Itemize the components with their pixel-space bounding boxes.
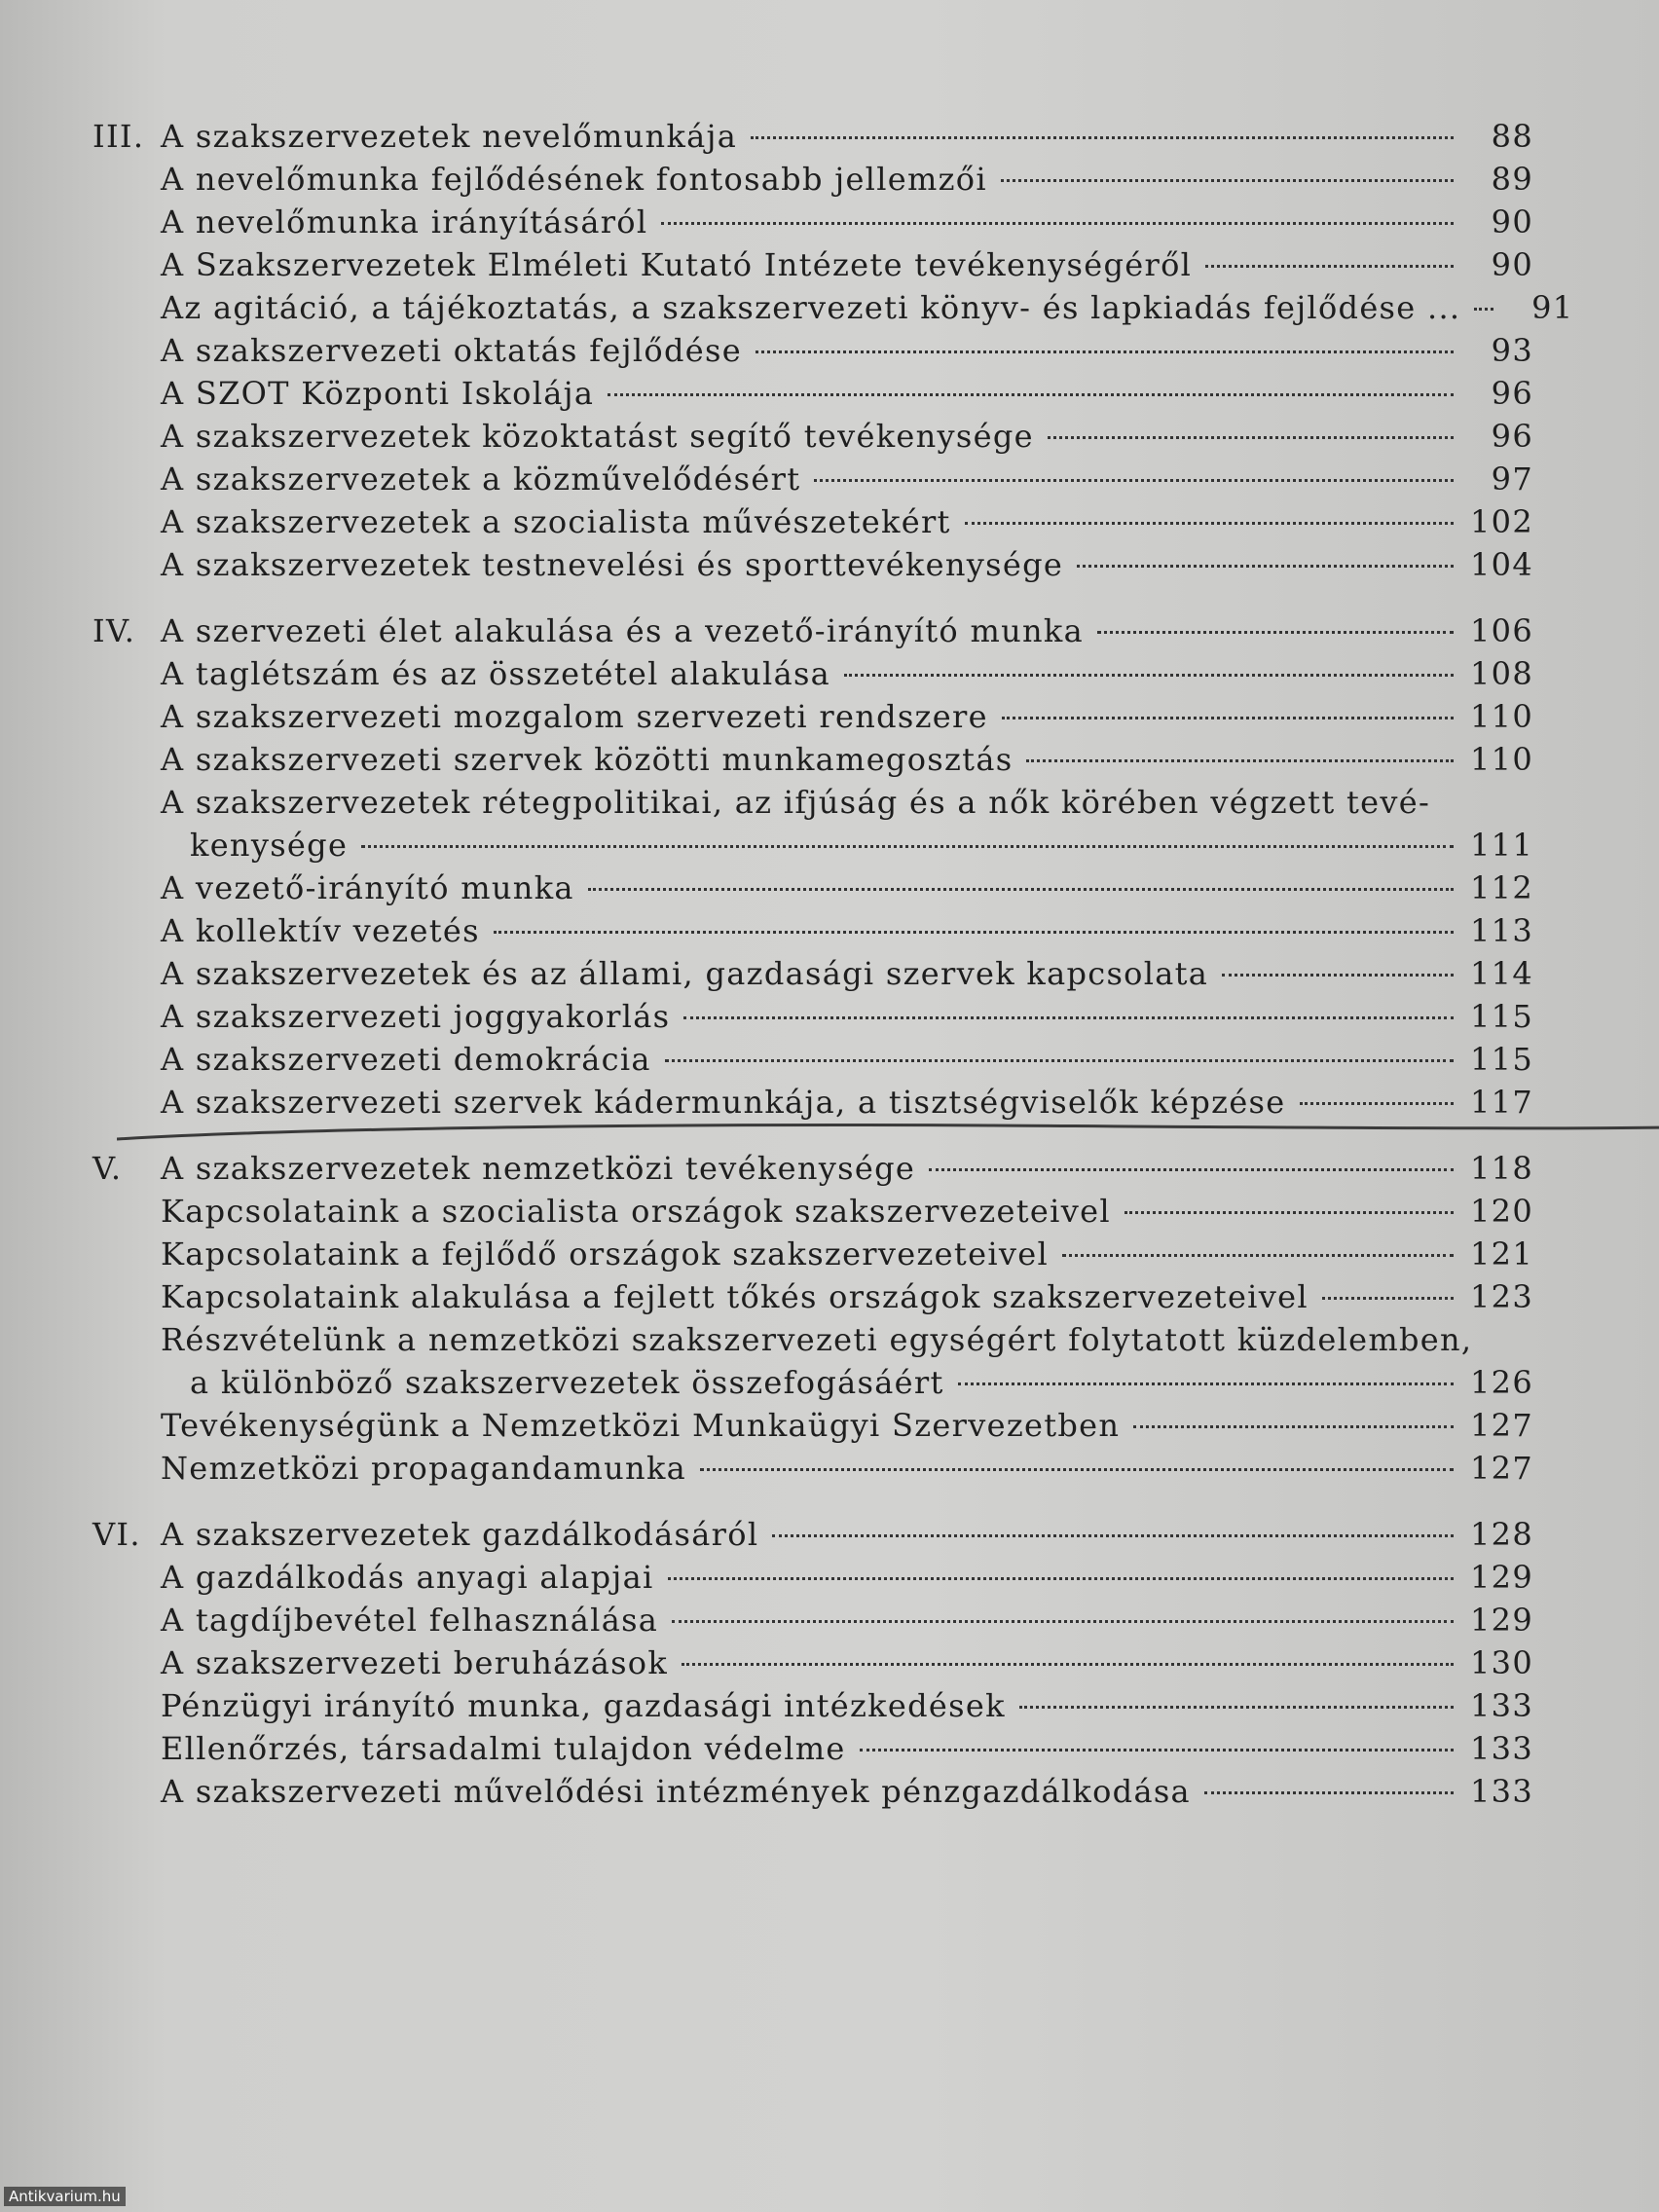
entry-text: A szakszervezetek testnevelési és sporttevékenysége (161, 546, 1064, 583)
dot-leader (860, 1749, 1454, 1751)
toc-entry (92, 738, 1533, 781)
toc-entry (92, 1190, 1533, 1233)
toc-entry (92, 158, 1533, 201)
dot-leader (665, 1059, 1454, 1062)
toc-entry (92, 1038, 1533, 1081)
dot-leader (844, 674, 1454, 677)
dot-leader (1474, 308, 1493, 311)
page-number: 120 (1470, 1193, 1533, 1230)
page-number: 129 (1470, 1559, 1533, 1596)
toc-section (92, 609, 1533, 1124)
dot-leader (668, 1577, 1454, 1580)
section-title: A szervezeti élet alakulása és a vezető-irányító munka (161, 612, 1084, 649)
page-number: 121 (1470, 1235, 1533, 1272)
dot-leader (751, 136, 1454, 139)
toc-entry (92, 1404, 1533, 1447)
page-number: 89 (1491, 161, 1533, 198)
toc-entry (92, 695, 1533, 738)
toc-entry (92, 1684, 1533, 1727)
page-number: 115 (1470, 998, 1533, 1035)
toc-entry (92, 1770, 1533, 1813)
entry-text: A szakszervezeti joggyakorlás (161, 998, 671, 1035)
toc-entry (92, 952, 1533, 995)
section-title: A szakszervezetek gazdálkodásáról (161, 1516, 759, 1553)
entry-text: A nevelőmunka fejlődésének fontosabb jellemzői (161, 161, 987, 198)
dot-leader (1019, 1706, 1454, 1709)
section-heading (92, 1147, 1533, 1190)
toc-entry-continuation (92, 1361, 1533, 1404)
dot-leader (929, 1168, 1454, 1171)
section-numeral: VI. (92, 1516, 141, 1553)
page-number: 102 (1470, 503, 1533, 540)
toc-entry (92, 543, 1533, 586)
section-numeral: IV. (92, 612, 136, 649)
page-number: 118 (1470, 1150, 1533, 1187)
section-heading (92, 1513, 1533, 1556)
toc-entry (92, 329, 1533, 372)
page-number: 90 (1491, 246, 1533, 283)
page-number: 117 (1470, 1084, 1533, 1121)
entry-continuation-text: a különböző szakszervezetek összefogásáért (190, 1364, 944, 1401)
page-number: 133 (1470, 1687, 1533, 1724)
pen-underline-mark (117, 1120, 1659, 1147)
entry-text: Kapcsolataink a fejlődő országok szakszervezeteivel (161, 1235, 1050, 1272)
toc-entry (92, 1447, 1533, 1490)
entry-text: A szakszervezeti szervek közötti munkamegosztás (161, 741, 1014, 778)
dot-leader (661, 222, 1454, 225)
toc-entry (92, 201, 1533, 243)
entry-continuation-text: kenysége (190, 827, 349, 864)
page-number: 111 (1470, 827, 1533, 864)
dot-leader (682, 1663, 1454, 1666)
entry-text: Nemzetközi propagandamunka (161, 1450, 687, 1487)
dot-leader (1026, 759, 1454, 762)
page-number: 127 (1470, 1450, 1533, 1487)
dot-leader (1002, 717, 1454, 719)
dot-leader (1322, 1297, 1454, 1300)
page-number: 115 (1470, 1041, 1533, 1078)
table-of-contents (92, 115, 1574, 1836)
toc-entry (92, 1318, 1533, 1361)
toc-entry (92, 866, 1533, 909)
dot-leader (1204, 1791, 1454, 1794)
dot-leader (1062, 1254, 1454, 1257)
section-title: A szakszervezetek nemzetközi tevékenysége (161, 1150, 916, 1187)
page-number: 90 (1491, 203, 1533, 240)
toc-section (92, 1147, 1533, 1490)
page-number: 123 (1470, 1278, 1533, 1315)
toc-section (92, 1513, 1533, 1813)
toc-entry (92, 1556, 1533, 1599)
toc-entry (92, 243, 1533, 286)
entry-text: A szakszervezetek közoktatást segítő tevékenysége (161, 418, 1034, 455)
toc-entry (92, 1641, 1533, 1684)
entry-text: Pénzügyi irányító munka, gazdasági intézkedések (161, 1687, 1006, 1724)
entry-text: A szakszervezeti oktatás fejlődése (161, 332, 742, 369)
dot-leader (1097, 631, 1454, 634)
entry-text: A SZOT Központi Iskolája (161, 375, 595, 412)
entry-text: A szakszervezetek a szocialista művészetekért (161, 503, 951, 540)
page-number: 93 (1491, 332, 1533, 369)
page-number: 106 (1470, 612, 1533, 649)
page-number: 133 (1470, 1773, 1533, 1810)
dot-leader (756, 350, 1454, 353)
toc-entry (92, 415, 1533, 458)
page-number: 112 (1470, 869, 1533, 906)
page-number: 104 (1470, 546, 1533, 583)
entry-text: A szakszervezetek a közművelődésért (161, 461, 801, 498)
dot-leader (958, 1382, 1454, 1385)
section-title: A szakszervezetek nevelőmunkája (161, 118, 738, 155)
page-number: 129 (1470, 1602, 1533, 1639)
page-number: 114 (1470, 955, 1533, 992)
entry-text: A szakszervezetek és az állami, gazdasági szervek kapcsolata (161, 955, 1209, 992)
entry-text: A taglétszám és az összetétel alakulása (161, 655, 831, 692)
page-number: 110 (1470, 741, 1533, 778)
entry-text: A szakszervezeti művelődési intézmények pénzgazdálkodása (161, 1773, 1191, 1810)
dot-leader (1124, 1211, 1454, 1214)
entry-text: A nevelőmunka irányításáról (161, 203, 648, 240)
entry-text: A tagdíjbevétel felhasználása (161, 1602, 659, 1639)
dot-leader (1300, 1102, 1454, 1105)
entry-text: A gazdálkodás anyagi alapjai (161, 1559, 654, 1596)
page-number: 130 (1470, 1644, 1533, 1681)
section-heading (92, 115, 1533, 158)
dot-leader (965, 522, 1454, 525)
page-number: 126 (1470, 1364, 1533, 1401)
toc-entry (92, 500, 1533, 543)
entry-text: Részvételünk a nemzetközi szakszervezeti egységért folytatott küzdelemben, (161, 1321, 1473, 1358)
entry-text: A vezető-irányító munka (161, 869, 574, 906)
dot-leader (683, 1016, 1454, 1019)
entry-text: A szakszervezeti mozgalom szervezeti rendszere (161, 698, 988, 735)
entry-text: A kollektív vezetés (161, 912, 480, 949)
page-number: 88 (1491, 118, 1533, 155)
section-numeral: V. (92, 1150, 123, 1187)
section-numeral: III. (92, 118, 145, 155)
toc-entry (92, 909, 1533, 952)
entry-text: A szakszervezeti szervek kádermunkája, a tisztségviselők képzése (161, 1084, 1286, 1121)
dot-leader (1222, 974, 1454, 977)
toc-entry-continuation (92, 824, 1533, 866)
page-number: 97 (1491, 461, 1533, 498)
toc-entry (92, 1727, 1533, 1770)
entry-text: Tevékenységünk a Nemzetközi Munkaügyi Szervezetben (161, 1407, 1121, 1444)
toc-entry (92, 458, 1533, 500)
page-number: 133 (1470, 1730, 1533, 1767)
dot-leader (1133, 1425, 1454, 1428)
dot-leader (1001, 179, 1454, 182)
page-number: 128 (1470, 1516, 1533, 1553)
dot-leader (700, 1468, 1454, 1471)
entry-text: A szakszervezeti beruházások (161, 1644, 669, 1681)
dot-leader (1077, 565, 1454, 568)
toc-entry (92, 286, 1574, 329)
toc-entry (92, 1233, 1533, 1275)
dot-leader (1048, 436, 1454, 439)
page-number: 127 (1470, 1407, 1533, 1444)
page-number: 108 (1470, 655, 1533, 692)
entry-text: Kapcsolataink a szocialista országok szakszervezeteivel (161, 1193, 1111, 1230)
dot-leader (494, 931, 1454, 934)
entry-text: A Szakszervezetek Elméleti Kutató Intézete tevékenységéről (161, 246, 1193, 283)
toc-section (92, 115, 1574, 586)
toc-entry (92, 652, 1533, 695)
toc-entry (92, 995, 1533, 1038)
dot-leader (772, 1534, 1454, 1537)
dot-leader (588, 888, 1454, 891)
toc-entry (92, 1599, 1533, 1641)
page-number: 113 (1470, 912, 1533, 949)
entry-text: A szakszervezetek rétegpolitikai, az ifjúság és a nők körében végzett tevé- (161, 784, 1431, 821)
entry-text: A szakszervezeti demokrácia (161, 1041, 651, 1078)
dot-leader (1205, 265, 1454, 268)
page-number: 110 (1470, 698, 1533, 735)
toc-entry (92, 372, 1533, 415)
entry-text: Az agitáció, a tájékoztatás, a szakszervezeti könyv- és lapkiadás fejlődése ... (161, 289, 1461, 326)
entry-text: Ellenőrzés, társadalmi tulajdon védelme (161, 1730, 846, 1767)
dot-leader (814, 479, 1454, 482)
dot-leader (608, 393, 1454, 396)
section-heading (92, 609, 1533, 652)
toc-entry (92, 1081, 1533, 1124)
watermark: Antikvarium.hu (4, 2187, 126, 2206)
page-number: 96 (1491, 375, 1533, 412)
page-number: 91 (1531, 289, 1574, 326)
dot-leader (672, 1620, 1454, 1623)
entry-text: Kapcsolataink alakulása a fejlett tőkés országok szakszervezeteivel (161, 1278, 1309, 1315)
page-number: 96 (1491, 418, 1533, 455)
toc-entry (92, 781, 1533, 824)
toc-entry (92, 1275, 1533, 1318)
dot-leader (361, 845, 1454, 848)
